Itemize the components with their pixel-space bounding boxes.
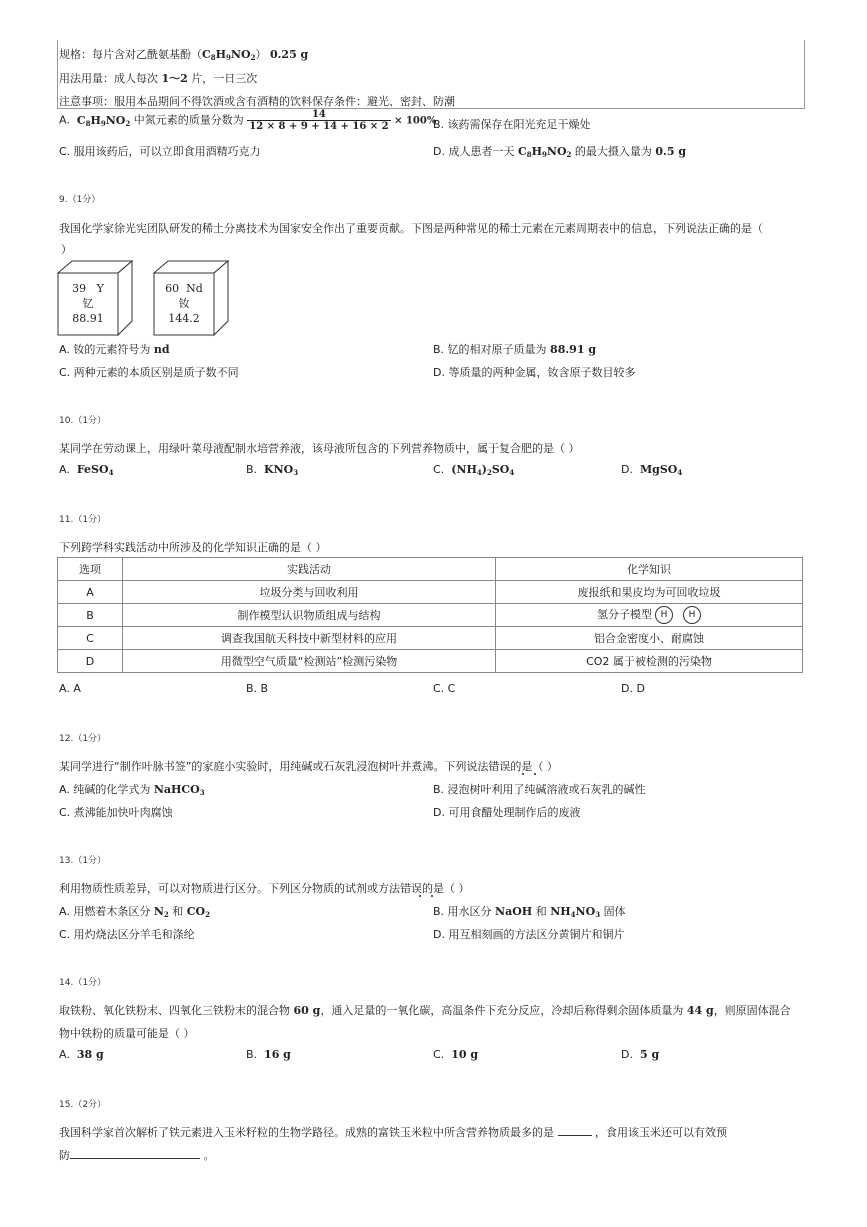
question-number: 10.（1分） xyxy=(59,416,107,426)
q12-option-b[interactable]: B. 浸泡树叶利用了纯碱溶液或石灰乳的碱性 xyxy=(433,783,646,796)
q13-option-c[interactable]: C. 用灼烧法区分羊毛和涤纶 xyxy=(59,928,195,941)
q11-table xyxy=(57,557,803,673)
q13-option-d[interactable]: D. 用互相刻画的方法区分黄铜片和铜片 xyxy=(433,928,625,941)
q14-option-a[interactable]: A. 38 g xyxy=(59,1048,104,1061)
emphasis-dot xyxy=(419,895,421,897)
q14-stem-line-2: 物中铁粉的质量可能是（ ） xyxy=(59,1027,195,1040)
question-number: 9.（1分） xyxy=(59,195,101,205)
q12-stem: 某同学进行“制作叶脉书签”的家庭小实验时，用纯碱或石灰乳浸泡树叶并煮沸。下列说法错误的是（ ） xyxy=(59,760,558,773)
table-row: B 制作模型认识物质组成与结构 氢分子模型 H H xyxy=(58,604,803,627)
q13-option-b[interactable]: B. 用水区分 NaOH 和 $NH_4NO_3$ 固体 xyxy=(433,905,626,919)
element-info-y: 39 Y 钇 88.91 xyxy=(72,282,104,325)
q8-option-a[interactable]: A. $C_8H_9NO_2$ 中氮元素的质量分数为 $\frac{14}{12 \times 8 + 9 + 14 + 16 \times 2}$ × 100% xyxy=(59,109,437,132)
emphasis-dot xyxy=(534,773,536,775)
q11-option-b[interactable]: B. B xyxy=(246,682,269,695)
spec-line-1: 规格：每片含对乙酰氨基酚$(C_8H_9NO_2)$ 0.25 g xyxy=(59,48,309,62)
emphasis-dot xyxy=(431,895,433,897)
answer-blank[interactable] xyxy=(70,1158,200,1159)
table-row: D 用微型空气质量“检测站”检测污染物 CO2 属于被检测的污染物 xyxy=(58,650,803,673)
q12-option-c[interactable]: C. 煮沸能加快叶肉腐蚀 xyxy=(59,806,173,819)
q10-option-c[interactable]: C. $(NH_4)_2SO_4$ xyxy=(433,463,515,477)
q11-option-a[interactable]: A. A xyxy=(59,682,81,695)
q9-option-b[interactable]: B. 钇的相对原子质量为 88.91 g xyxy=(433,343,597,356)
formula: $C_8H_9NO_2$ xyxy=(202,48,256,62)
table-row: C 调查我国航天科技中新型材料的应用 铝合金密度小、耐腐蚀 xyxy=(58,627,803,650)
q10-option-b[interactable]: B. $KNO_3$ xyxy=(246,463,299,477)
q14-stem: 取铁粉、氧化铁粉末、四氧化三铁粉末的混合物 60 g，通入足量的一氧化碳，高温条件下充分反应，冷却后称得剩余固体质量为 44 g，则原固体混合 xyxy=(59,1004,791,1017)
question-number: 14.（1分） xyxy=(59,978,107,988)
element-info-nd: 60 Nd 钕 144.2 xyxy=(165,282,203,325)
q10-option-a[interactable]: A. FeSO$_4$ xyxy=(59,463,114,477)
q12-option-a[interactable]: A. 纯碱的化学式为 NaHCO$_3$ xyxy=(59,783,205,797)
q9-option-a[interactable]: A. 钕的元素符号为 nd xyxy=(59,343,170,356)
q14-option-d[interactable]: D. 5 g xyxy=(621,1048,660,1061)
question-number: 15.（2分） xyxy=(59,1100,107,1110)
fraction: $\frac{14}{12 \times 8 + 9 + 14 + 16 \times 2}$ xyxy=(249,109,389,132)
question-number: 12.（1分） xyxy=(59,734,107,744)
q10-option-d[interactable]: D. MgSO$_4$ xyxy=(621,463,683,477)
table-header-row: 选项 实践活动 化学知识 xyxy=(58,558,803,581)
spec-line-2: 用法用量：成人每次 1～2 片，一日三次 xyxy=(59,72,258,85)
q14-option-c[interactable]: C. 10 g xyxy=(433,1048,479,1061)
answer-blank[interactable] xyxy=(558,1135,592,1136)
question-number: 11.（1分） xyxy=(59,515,107,525)
q9-option-c[interactable]: C. 两种元素的本质区别是质子数不同 xyxy=(59,366,239,379)
q9-stem: 我国化学家徐光宪团队研发的稀土分离技术为国家安全作出了重要贡献。下图是两种常见的稀土元素在元素周期表中的信息，下列说法正确的是（ xyxy=(59,222,763,235)
q11-option-d[interactable]: D. D xyxy=(621,682,645,695)
q8-option-d[interactable]: D. 成人患者一天 $C_8H_9NO_2$ 的最大摄入量为 0.5 g xyxy=(433,145,687,159)
q8-option-b[interactable]: B. 该药需保存在阳光充足干燥处 xyxy=(433,118,591,131)
q13-stem: 利用物质性质差异，可以对物质进行区分。下列区分物质的试剂或方法错误的是（ ） xyxy=(59,882,470,895)
spec-line-3: 注意事项：服用本品期间不得饮酒或含有酒精的饮料保存条件：避光、密封、防潮 xyxy=(59,95,455,108)
q10-stem: 某同学在劳动课上，用绿叶菜母液配制水培营养液，该母液所包含的下列营养物质中，属于复合肥的是（ ） xyxy=(59,442,580,455)
q9-option-d[interactable]: D. 等质量的两种金属，钕含原子数目较多 xyxy=(433,366,636,379)
emphasis-dot xyxy=(522,773,524,775)
q11-stem: 下列跨学科实践活动中所涉及的化学知识正确的是（ ） xyxy=(59,541,327,554)
q8-option-c[interactable]: C. 服用该药后，可以立即食用酒精巧克力 xyxy=(59,145,261,158)
q14-option-b[interactable]: B. 16 g xyxy=(246,1048,291,1061)
hydrogen-atom-icon: H xyxy=(655,606,673,624)
q15-stem-line-2: 防 。 xyxy=(59,1149,215,1162)
q9-stem-end: ） xyxy=(61,243,72,256)
q12-option-d[interactable]: D. 可用食醋处理制作后的废液 xyxy=(433,806,581,819)
q15-stem: 我国科学家首次解析了铁元素进入玉米籽粒的生物学路径。成熟的富铁玉米粒中所含营养物质最多的是 ，食用该玉米还可以有效预 xyxy=(59,1126,727,1139)
hydrogen-atom-icon: H xyxy=(683,606,701,624)
question-number: 13.（1分） xyxy=(59,856,107,866)
q11-option-c[interactable]: C. C xyxy=(433,682,456,695)
table-row: A 垃圾分类与回收利用 废报纸和果皮均为可回收垃圾 xyxy=(58,581,803,604)
q13-option-a[interactable]: A. 用燃着木条区分 $N_2$ 和 $CO_2$ xyxy=(59,905,210,919)
